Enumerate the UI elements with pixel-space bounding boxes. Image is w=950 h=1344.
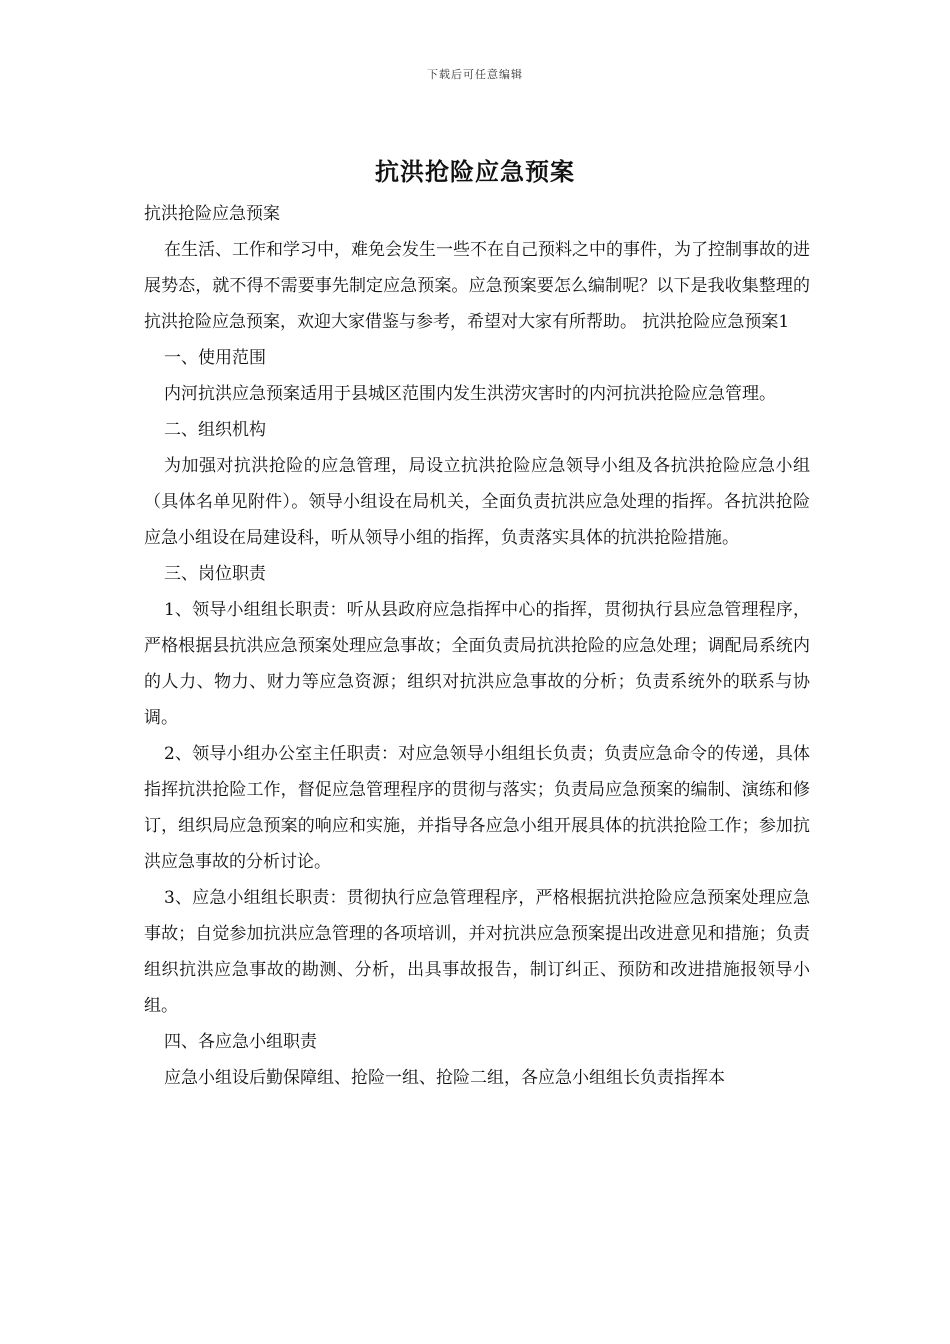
paragraph-intro: 在生活、工作和学习中，难免会发生一些不在自己预料之中的事件，为了控制事故的进展势态，就不得不需要事先制定应急预案。应急预案要怎么编制呢？以下是我收集整理的抗洪抢险应急预案，欢迎大家借鉴与参考，希望对大家有所帮助。 抗洪抢险应急预案1 xyxy=(144,240,810,332)
section-heading-scope: 一、使用范围 xyxy=(164,348,266,368)
page-header-note: 下载后可任意编辑 xyxy=(427,68,523,81)
paragraph-group-duties: 应急小组设后勤保障组、抢险一组、抢险二组，各应急小组组长负责指挥本 xyxy=(164,1068,725,1088)
paragraph-duty-1: 1、领导小组组长职责：听从县政府应急指挥中心的指挥，贯彻执行县应急管理程序，严格根据县抗洪应急预案处理应急事故；全面负责局抗洪抢险的应急处理；调配局系统内的人力、物力、财力等应急资源；组织对抗洪应急事故的分析；负责系统外的联系与协调。 xyxy=(144,600,810,728)
paragraph-organization: 为加强对抗洪抢险的应急管理，局设立抗洪抢险应急领导小组及各抗洪抢险应急小组（具体名单见附件）。领导小组设在局机关，全面负责抗洪应急处理的指挥。各抗洪抢险应急小组设在局建设科，听从领导小组的指挥，负责落实具体的抗洪抢险措施。 xyxy=(144,456,810,548)
section-heading-organization: 二、组织机构 xyxy=(164,420,266,440)
document-title: 抗洪抢险应急预案 xyxy=(375,157,575,186)
paragraph-duty-2: 2、领导小组办公室主任职责：对应急领导小组组长负责；负责应急命令的传递，具体指挥抗洪抢险工作，督促应急管理程序的贯彻与落实；负责局应急预案的编制、演练和修订，组织局应急预案的响应和实施，并指导各应急小组开展具体的抗洪抢险工作；参加抗洪应急事故的分析讨论。 xyxy=(144,744,810,872)
section-heading-group-duties: 四、各应急小组职责 xyxy=(164,1032,317,1052)
paragraph-subtitle: 抗洪抢险应急预案 xyxy=(144,204,280,224)
section-heading-duties: 三、岗位职责 xyxy=(164,564,266,584)
document-body xyxy=(144,196,810,1096)
paragraph-duty-3: 3、应急小组组长职责：贯彻执行应急管理程序，严格根据抗洪抢险应急预案处理应急事故；自觉参加抗洪应急管理的各项培训，并对抗洪应急预案提出改进意见和措施；负责组织抗洪应急事故的勘测、分析，出具事故报告，制订纠正、预防和改进措施报领导小组。 xyxy=(144,888,810,1016)
paragraph-scope: 内河抗洪应急预案适用于县城区范围内发生洪涝灾害时的内河抗洪抢险应急管理。 xyxy=(164,384,776,404)
